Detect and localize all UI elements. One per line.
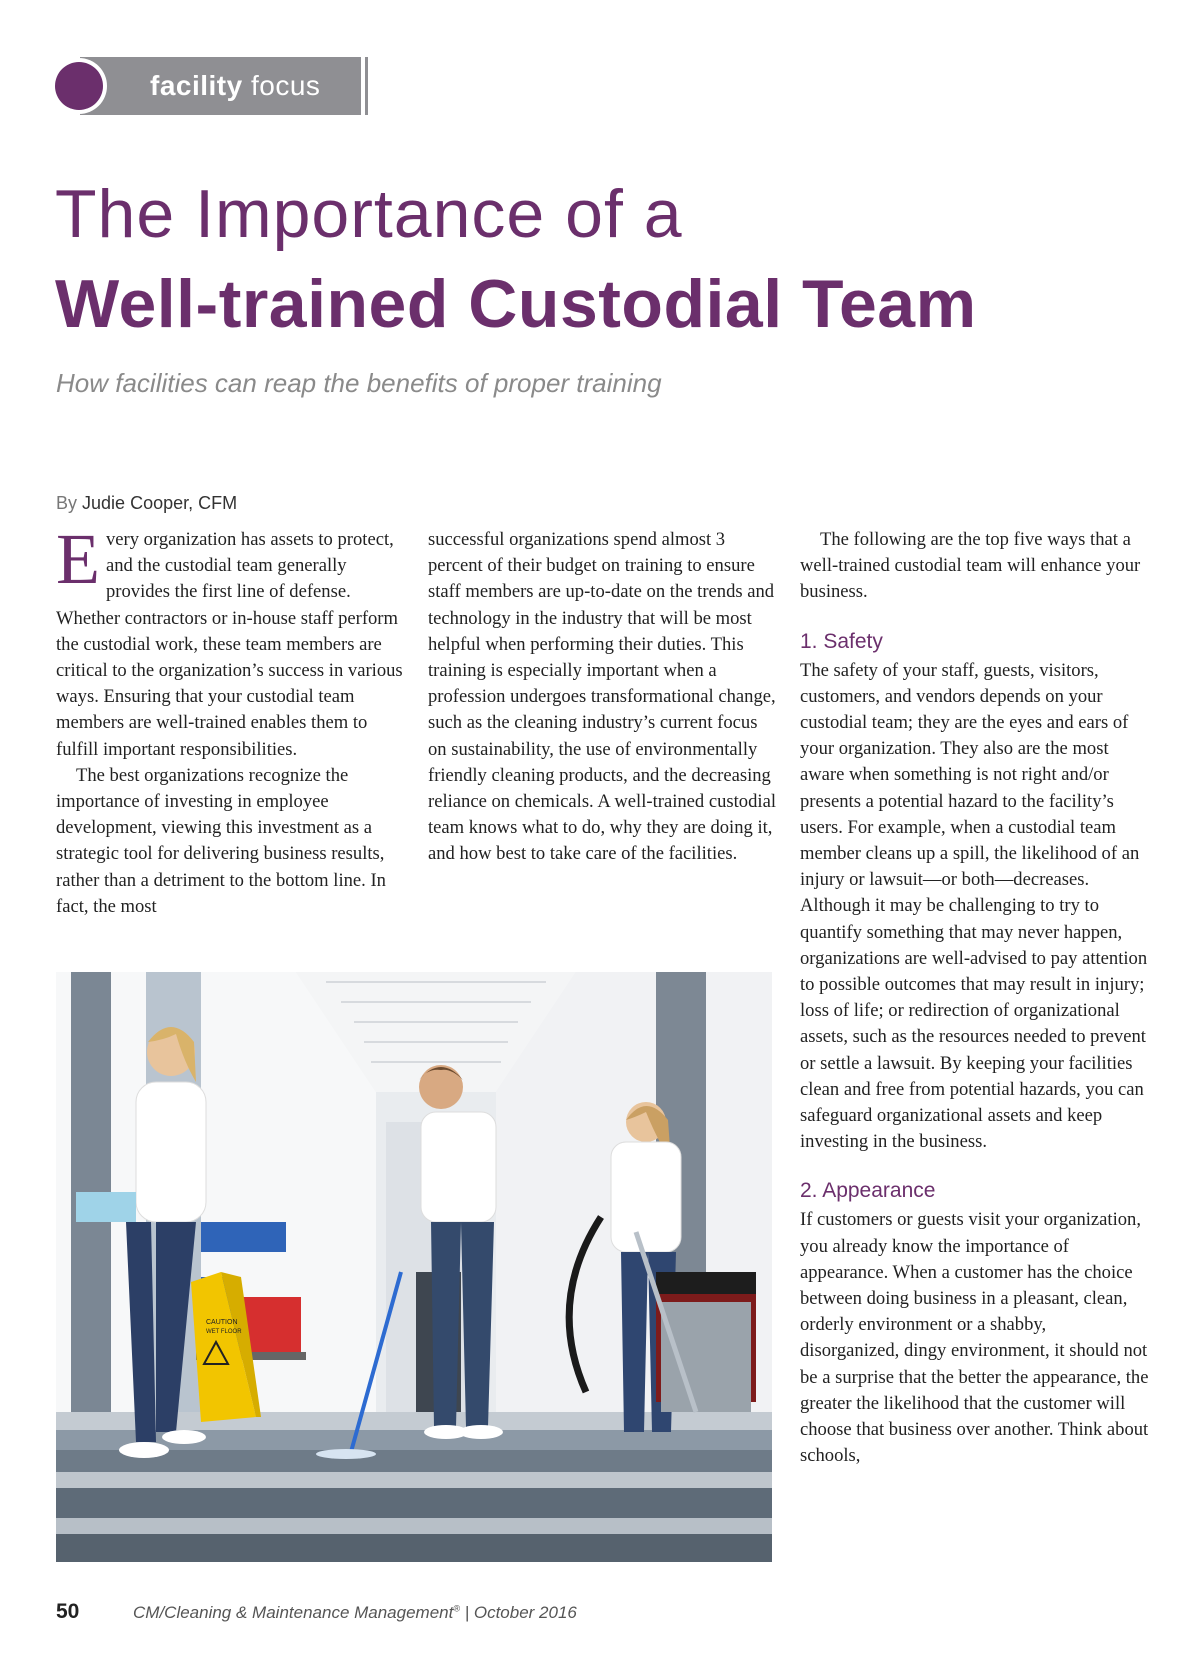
subtitle: How facilities can reap the benefits of proper training bbox=[56, 368, 662, 398]
footer-publication bbox=[133, 1603, 577, 1623]
section-tag-circle-icon bbox=[55, 62, 103, 110]
section-heading-appearance: 2. Appearance bbox=[800, 1179, 936, 1203]
body-paragraph-text: very organization has assets to protect, and the custodial team generally provides the first line of defense. Whether contractors or in-house staff perform the custodial work, these team members are critical to the organization’s success in various ways. Ensuring that your custodial team members are well-trained enables them to fulfill important responsibilities. bbox=[56, 529, 403, 760]
issue-date: | October 2016 bbox=[464, 1603, 577, 1622]
body-paragraph: If customers or guests visit your organization, you already know the importance of appearance. When a customer has the choice between doing business in a pleasant, clean, orderly environment or a shabby, disorganized, dingy environment, it should not be a surprise that the better the appearance, the greater the likelihood that the customer will choose that business over another. Think about schools, bbox=[800, 1209, 1149, 1467]
body-paragraph bbox=[56, 519, 406, 763]
title-line-2: Well-trained Custodial Team bbox=[55, 266, 977, 342]
drop-cap: E bbox=[56, 519, 100, 599]
section-tag bbox=[150, 70, 320, 102]
body-paragraph: The best organizations recognize the importance of investing in employee development, viewing this investment as a strategic tool for delivering business results, rather than a detriment to the bottom line. In fact, the most bbox=[56, 764, 386, 917]
body-paragraph: The following are the top five ways that a well-trained custodial team will enhance your business. bbox=[800, 529, 1141, 603]
body-column-2 bbox=[428, 527, 778, 868]
sign-text-caution: CAUTION bbox=[206, 1319, 238, 1326]
photo-illustration bbox=[56, 972, 772, 1562]
registered-mark: ® bbox=[453, 1603, 460, 1614]
page-number: 50 bbox=[56, 1600, 80, 1623]
section-tag-light: focus bbox=[250, 70, 321, 101]
section-heading-safety: 1. Safety bbox=[800, 629, 883, 653]
title-line-1: The Importance of a bbox=[55, 176, 683, 252]
body-paragraph: The safety of your staff, guests, visitors, customers, and vendors depends on your custodial team; they are the eyes and ears of your organization. They also are the most aware when something is not right and/or presents a potential hazard to the facility’s users. For example, when a custodial team member cleans up a spill, the likelihood of an injury or lawsuit—or both—decreases. Although it may be challenging to try to quantify something that may never happen, organizations are well-advised to pay attention to possible outcomes that may result in injury; loss of life; or redirection of organizational assets, such as the resources needed to prevent or settle a lawsuit. By keeping your facilities clean and free from potential hazards, you can safeguard organizational assets and keep investing in the business. bbox=[800, 659, 1148, 1153]
byline-author: Judie Cooper, CFM bbox=[82, 493, 238, 513]
body-column-1 bbox=[56, 519, 406, 920]
body-column-3 bbox=[800, 527, 1150, 1470]
sign-text-wet-floor: WET FLOOR bbox=[206, 1329, 242, 1335]
section-tag-edge bbox=[365, 57, 368, 115]
byline bbox=[56, 493, 237, 514]
body-paragraph: successful organizations spend almost 3 percent of their budget on training to ensure staff members are up-to-date on the trends and technology in the industry that will be most helpful when performing their duties. This training is especially important when a profession undergoes transformational change, such as the cleaning industry’s current focus on sustainability, the use of environmentally friendly cleaning products, and the decreasing reliance on chemicals. A well-trained custodial team knows what to do, why they are doing it, and how best to take care of the facilities. bbox=[428, 529, 776, 865]
publication-name: CM/Cleaning & Maintenance Management bbox=[133, 1603, 454, 1622]
custodial-team-photo bbox=[56, 972, 772, 1562]
byline-prefix: By bbox=[56, 493, 78, 513]
section-tag-bold: facility bbox=[150, 70, 243, 101]
